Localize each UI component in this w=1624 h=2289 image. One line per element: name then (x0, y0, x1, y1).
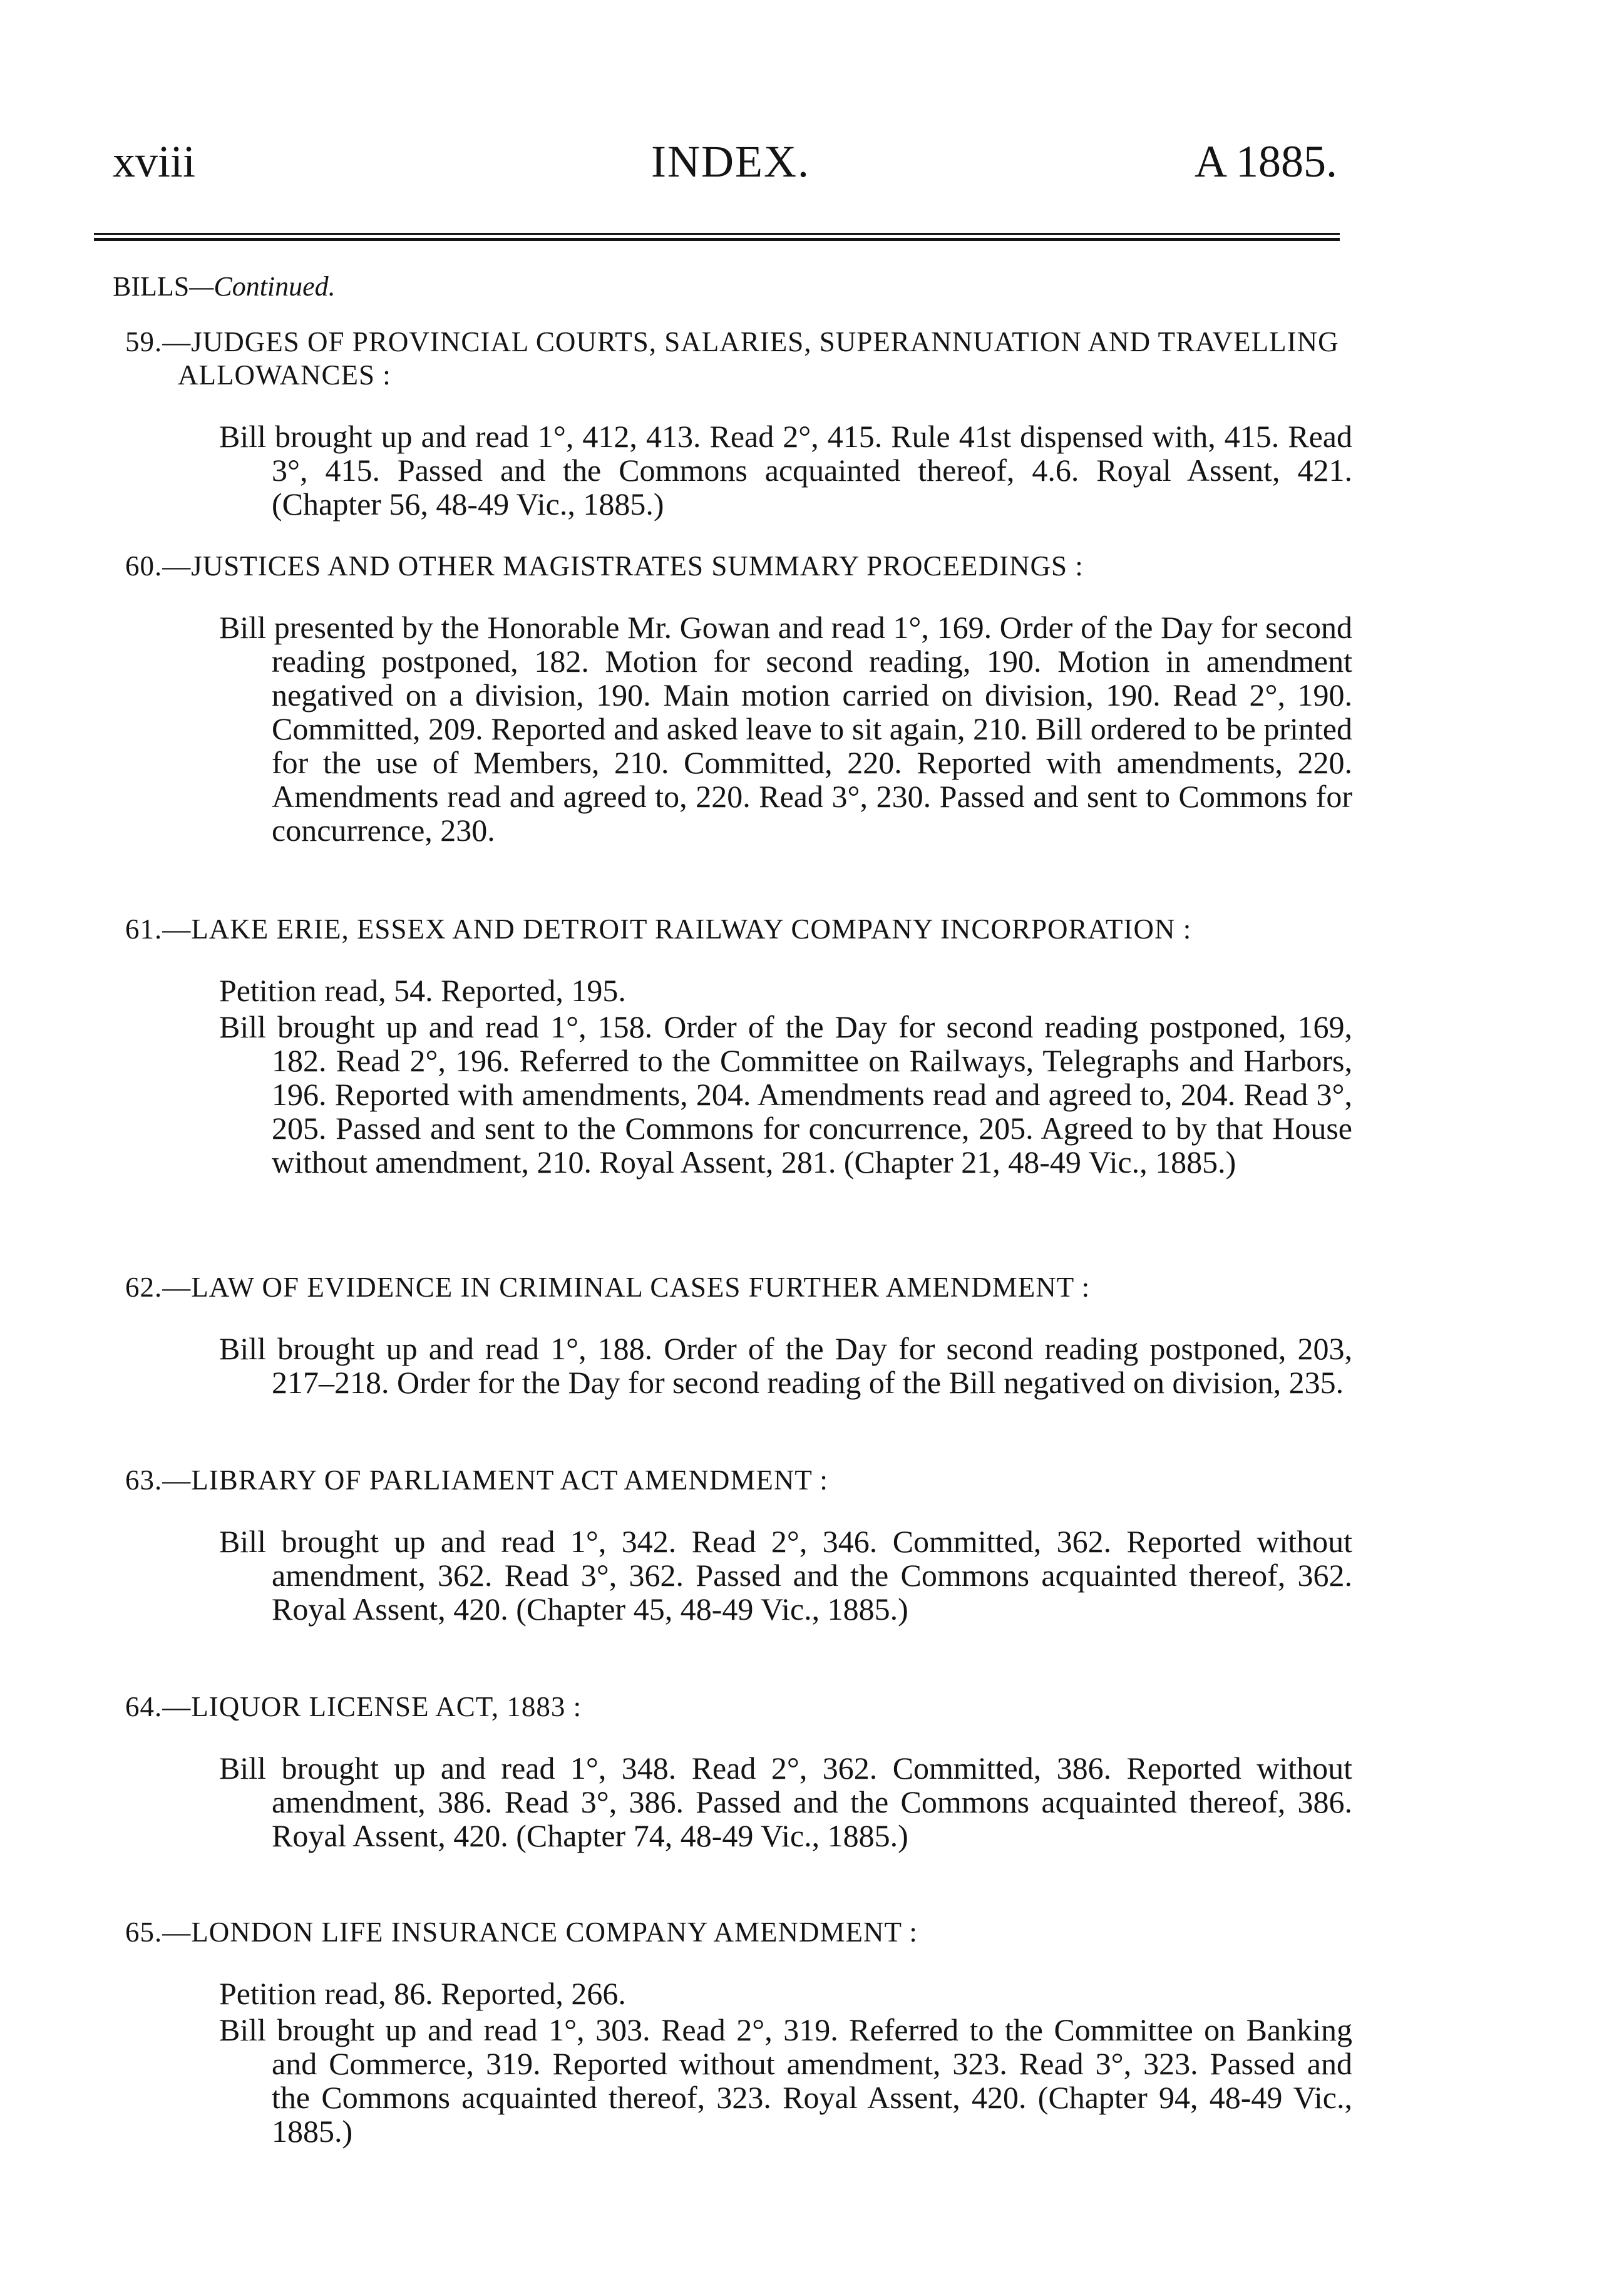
entry-number: 64. (125, 1691, 163, 1722)
entry-heading (125, 1271, 1352, 1304)
entry-paragraph: Petition read, 86. Reported, 266. (219, 1976, 626, 2011)
entry-title: —LIQUOR LICENSE ACT, 1883 : (162, 1691, 582, 1722)
page-title: INDEX. (651, 136, 810, 187)
entry-title: —JUSTICES AND OTHER MAGISTRATES SUMMARY PROCEEDINGS : (162, 550, 1084, 582)
entry-number: 60. (125, 550, 163, 582)
index-entry-63 (125, 1464, 1352, 1626)
entry-heading (125, 913, 1352, 946)
index-entry-64 (125, 1690, 1352, 1853)
index-entry-61 (125, 913, 1352, 1179)
running-head-main: BILLS (113, 271, 190, 302)
entry-number: 63. (125, 1464, 163, 1496)
entry-number: 62. (125, 1272, 163, 1303)
running-head-suffix: —Continued. (189, 271, 336, 302)
index-entry-60 (125, 550, 1352, 847)
entry-paragraph: Bill brought up and read 1°, 348. Read 2°, 362. Committed, 386. Reported without amendment, 386. Read 3°, 386. Passed and the Commons acquainted thereof, 386. Royal Assent, 420. (Chapter 74, 48-49 Vic., 1885.) (219, 1751, 1352, 1853)
entry-title: —LAW OF EVIDENCE IN CRIMINAL CASES FURTHER AMENDMENT : (162, 1272, 1091, 1303)
entry-number: 61. (125, 913, 163, 945)
entry-paragraph: Bill brought up and read 1°, 342. Read 2°, 346. Committed, 362. Reported without amendment, 362. Read 3°, 362. Passed and the Commons acquainted thereof, 362. Royal Assent, 420. (Chapter 45, 48-49 Vic., 1885.) (219, 1524, 1352, 1627)
entry-title: —LONDON LIFE INSURANCE COMPANY AMENDMENT : (162, 1916, 918, 1948)
entry-paragraph: Bill brought up and read 1°, 158. Order of the Day for second reading postponed, 169, 182. Read 2°, 196. Referred to the Committee on Railways, Telegraphs and Harbors, 196. Reported with amendments, 204. Amendments read and agreed to, 204. Read 3°, 205. Passed and sent to the Commons for concurrence, 205. Agreed to by that House without amendment, 210. Royal Assent, 281. (Chapter 21, 48-49 Vic., 1885.) (219, 1009, 1352, 1180)
index-entry-59 (125, 326, 1352, 521)
running-head (113, 270, 336, 302)
entry-paragraph: Petition read, 54. Reported, 195. (219, 973, 626, 1008)
page-number: xviii (113, 136, 196, 187)
entry-number: 59. (125, 326, 163, 357)
entry-heading (125, 550, 1352, 583)
entry-title: —JUDGES OF PROVINCIAL COURTS, SALARIES, SUPERANNUATION AND TRAVELLING ALLOWANCES : (162, 326, 1339, 391)
entry-paragraph: Bill presented by the Honorable Mr. Gowan and read 1°, 169. Order of the Day for second reading postponed, 182. Motion for second reading, 190. Motion in amendment negatived on a division, 190. Main motion carried on division, 190. Read 2°, 190. Committed, 209. Reported and asked leave to sit again, 210. Bill ordered to be printed for the use of Members, 210. Committed, 220. Reported with amendments, 220. Amendments read and agreed to, 220. Read 3°, 230. Passed and sent to Commons for concurrence, 230. (219, 610, 1352, 848)
entry-paragraph: Bill brought up and read 1°, 303. Read 2°, 319. Referred to the Committee on Banking and Commerce, 319. Reported without amendment, 323. Read 3°, 323. Passed and the Commons acquainted thereof, 323. Royal Assent, 420. (Chapter 94, 48-49 Vic., 1885.) (219, 2012, 1352, 2149)
entry-title: —LAKE ERIE, ESSEX AND DETROIT RAILWAY COMPANY INCORPORATION : (162, 913, 1192, 945)
entry-heading (125, 1916, 1352, 1949)
entry-heading (125, 1464, 1352, 1497)
entry-paragraph: Bill brought up and read 1°, 412, 413. Read 2°, 415. Rule 41st dispensed with, 415. Read 3°, 415. Passed and the Commons acquainted thereof, 4.6. Royal Assent, 421. (Chapter 56, 48-49 Vic., 1885.) (219, 419, 1352, 522)
header-rule-thin (94, 233, 1340, 235)
entry-number: 65. (125, 1916, 163, 1948)
header-rule-thick (94, 238, 1340, 241)
entry-paragraph: Bill brought up and read 1°, 188. Order of the Day for second reading postponed, 203, 217–218. Order for the Day for second reading of the Bill negatived on division, 235. (219, 1331, 1352, 1400)
index-entry-65 (125, 1916, 1352, 2148)
entry-heading (125, 1690, 1352, 1724)
entry-heading (125, 326, 1352, 392)
index-entry-62 (125, 1271, 1352, 1399)
year-label: A 1885. (1195, 136, 1338, 187)
entry-title: —LIBRARY OF PARLIAMENT ACT AMENDMENT : (162, 1464, 828, 1496)
